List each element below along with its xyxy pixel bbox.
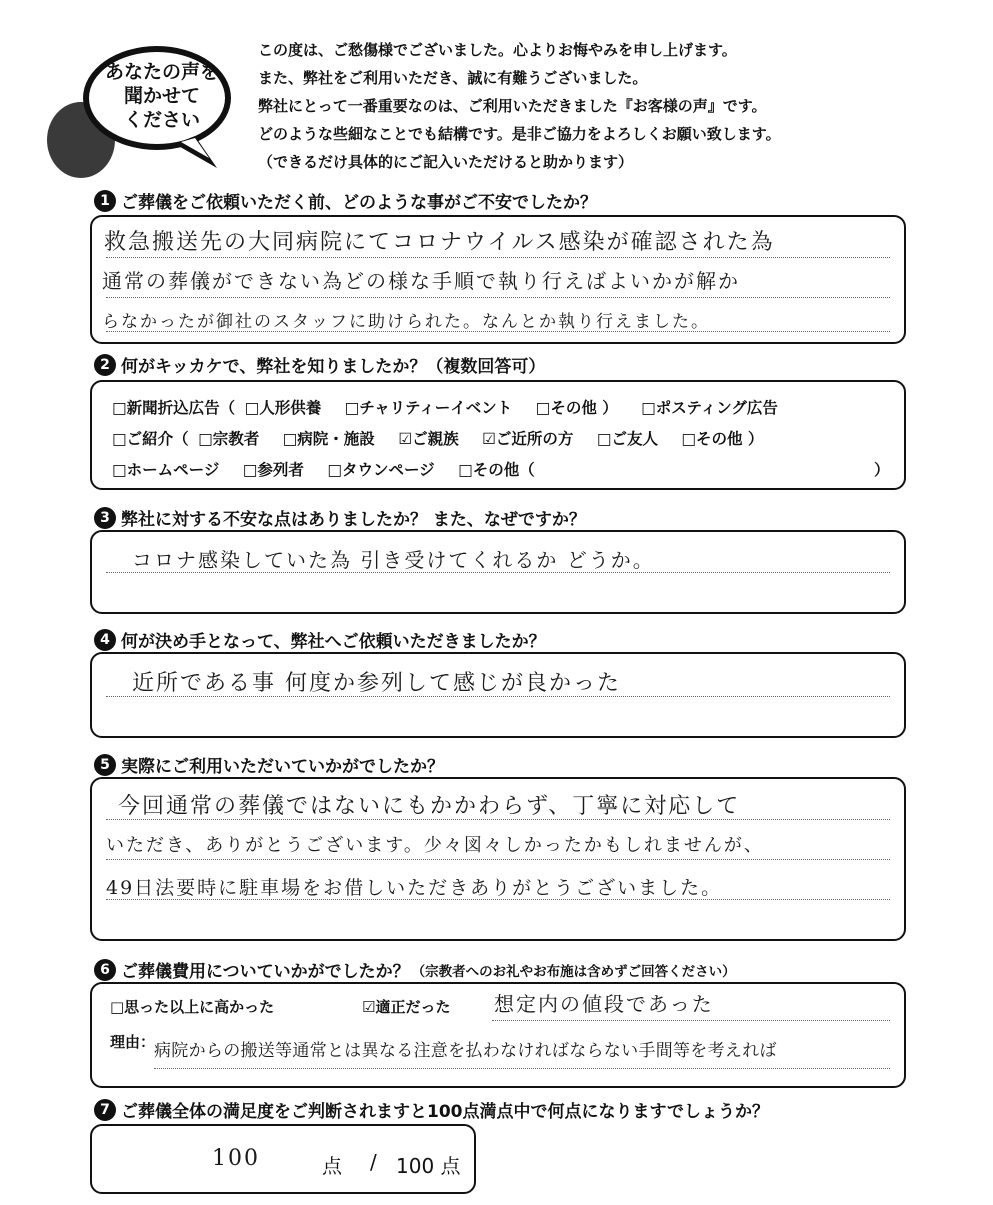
score-max: 100 点	[396, 1154, 461, 1178]
score-value: 100	[212, 1146, 260, 1171]
q3-title	[94, 505, 586, 530]
q5-title	[94, 752, 444, 777]
q1-answer-line: 通常の葬儀ができない為どの様な手順で執り行えばよいかが解か	[102, 269, 740, 293]
option-other-3[interactable]: □その他（	[458, 461, 535, 479]
voice-speech-bubble	[45, 40, 235, 190]
bubble-heading: あなたの声を 聞かせて ください	[104, 61, 219, 131]
q2-title-text: 何がキッカケで、弊社を知りましたか？（複数回答可）	[121, 357, 546, 377]
q4-answer-box[interactable]	[90, 652, 906, 738]
q4-number-badge: 4	[94, 629, 116, 651]
option-friends[interactable]: □ご友人	[596, 430, 658, 448]
q2-option-row	[112, 396, 796, 418]
option-doll-memorial[interactable]: □人形供養	[244, 399, 322, 417]
option-hospital[interactable]: □病院・施設	[282, 430, 375, 448]
q1-answer-line: らなかったが御社のスタッフに助けられた。なんとか執り行えました。	[102, 312, 710, 332]
q2-option-row	[112, 427, 781, 449]
option-posting-ad[interactable]: □ポスティング広告	[641, 399, 778, 417]
q2-option-row	[112, 458, 553, 480]
intro-line: どのような些細なことでも結構です。是非ご協力をよろしくお願い致します。	[258, 125, 781, 143]
option-appropriate-checked[interactable]: ☑適正だった	[362, 998, 451, 1016]
q2-number-badge: 2	[94, 354, 116, 376]
intro-line: この度は、ご愁傷様でございました。心よりお悔やみを申し上げます。	[258, 41, 737, 59]
q7-title-text: ご葬儀全体の満足度をご判断されますと100点満点中で何点になりますでしょうか？	[121, 1102, 769, 1122]
option-attendee[interactable]: □参列者	[242, 461, 304, 479]
q6-title	[94, 957, 736, 982]
q2-title	[94, 352, 545, 377]
option-charity-event[interactable]: □チャリティーイベント	[344, 399, 513, 417]
q1-number-badge: 1	[94, 190, 116, 212]
option-homepage[interactable]: □ホームページ	[112, 461, 220, 479]
q6-title-text: ご葬儀費用についていかがでしたか？	[121, 962, 410, 982]
q5-answer-line: 49日法要時に駐車場をお借しいただきありがとうございました。	[106, 877, 723, 899]
q4-title	[94, 627, 546, 652]
score-slash: /	[370, 1150, 377, 1174]
q1-title-text: ご葬儀をご依頼いただく前、どのような事がご不安でしたか？	[121, 193, 597, 213]
option-newspaper[interactable]: □新聞折込広告（	[112, 399, 236, 417]
q7-score-box[interactable]	[90, 1124, 476, 1194]
q6-handwritten-note: 想定内の値段であった	[494, 992, 714, 1016]
q6-number-badge: 6	[94, 959, 116, 981]
q7-title	[94, 1097, 769, 1122]
option-neighbors-checked[interactable]: ☑ご近所の方	[482, 430, 574, 448]
q2-options-box	[90, 380, 906, 490]
q5-number-badge: 5	[94, 754, 116, 776]
option-religious[interactable]: □宗教者	[198, 430, 260, 448]
option-other-2[interactable]: □その他 ）	[681, 430, 764, 448]
option-too-expensive[interactable]: □思った以上に高かった	[110, 998, 275, 1016]
intro-message	[258, 36, 978, 176]
q2-close-paren: ）	[874, 461, 890, 479]
intro-line: 弊社にとって一番重要なのは、ご利用いただきました『お客様の声』です。	[258, 97, 767, 115]
option-relatives-checked[interactable]: ☑ご親族	[398, 430, 459, 448]
q1-answer-box[interactable]	[90, 215, 906, 344]
q7-number-badge: 7	[94, 1099, 116, 1121]
q4-answer-line: 近所である事 何度か参列して感じが良かった	[132, 671, 621, 696]
q3-number-badge: 3	[94, 507, 116, 529]
q1-answer-line: 救急搬送先の大同病院にてコロナウイルス感染が確認された為	[104, 230, 775, 255]
reason-label: 理由：	[110, 1033, 156, 1051]
q3-title-text: 弊社に対する不安な点はありましたか？ また、なぜですか？	[121, 510, 586, 530]
score-unit: 点	[322, 1154, 342, 1178]
q3-answer-line: コロナ感染していた為 引き受けてくれるか どうか。	[132, 548, 655, 572]
q6-reason[interactable]: 病院からの搬送等通常とは異なる注意を払わなければならない手間等を考えれば	[154, 1041, 777, 1061]
intro-line: （できるだけ具体的にご記入いただけると助かります）	[258, 153, 634, 171]
intro-line: また、弊社をご利用いただき、誠に有難うございました。	[258, 69, 648, 87]
q5-answer-box[interactable]	[90, 777, 906, 941]
q5-title-text: 実際にご利用いただいていかがでしたか？	[121, 757, 444, 777]
q5-answer-line: 今回通常の葬儀ではないにもかかわらず、丁寧に対応して	[118, 794, 741, 819]
q5-answer-line: いただき、ありがとうございます。少々図々しかったかもしれませんが、	[106, 835, 764, 856]
option-other-1[interactable]: □その他 ）	[535, 399, 618, 417]
option-referral[interactable]: □ご紹介（	[112, 430, 189, 448]
option-townpage[interactable]: □タウンページ	[327, 461, 435, 479]
q3-answer-box[interactable]	[90, 530, 906, 614]
q6-note: （宗教者へのお礼やお布施は含めずご回答ください）	[411, 963, 736, 980]
q4-title-text: 何が決め手となって、弊社へご依頼いただきましたか？	[121, 632, 546, 652]
q6-answer-box	[90, 982, 906, 1088]
q1-title	[94, 188, 597, 213]
